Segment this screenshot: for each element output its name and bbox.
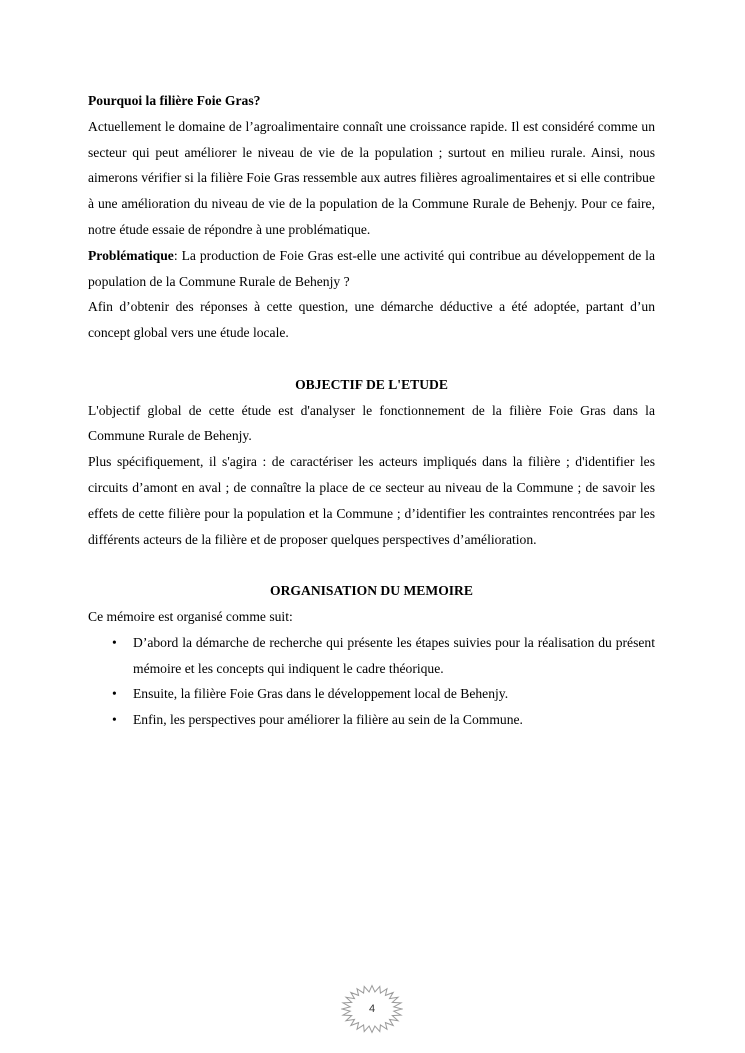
bullet-icon: • [112,712,117,728]
list-item-text: D’abord la démarche de recherche qui présente les étapes suivies pour la réalisation du présent mémoire et les concepts qui indiquent le cadre théorique. [133,634,655,676]
problem-label: Problématique [88,247,174,263]
objective-heading: OBJECTIF DE L'ETUDE [295,376,448,392]
document-page [88,88,655,733]
page-number-badge [341,984,403,1034]
list-item [88,630,655,682]
problem-paragraph [88,243,655,295]
list-item [88,681,655,707]
approach-paragraph: Afin d’obtenir des réponses à cette question, une démarche déductive a été adoptée, partant d’un concept global vers une étude locale. [88,299,655,341]
intro-paragraph: Actuellement le domaine de l’agroalimentaire connaît une croissance rapide. Il est considéré comme un secteur qui peut améliorer le niveau de vie de la population ; surtout en milieu rurale. Ainsi, nous aimerons vérifier si la filière Foie Gras ressemble aux autres filières agroalimentaires et si elle contribue à une amélioration du niveau de vie de la population de la Commune Rurale de Behenjy. Pour ce faire, notre étude essaie de répondre à une problématique. [88,118,655,237]
organisation-heading: ORGANISATION DU MEMOIRE [270,583,473,599]
bullet-icon: • [112,686,117,702]
objective-specific-paragraph: Plus spécifiquement, il s'agira : de caractériser les acteurs impliqués dans la filière ; d'identifier les circuits d’amont en aval ; de connaître la place de ce secteur au niveau de la Commune ; de savoir les effets de cette filière pour la population et la Commune ; d’identifier les contraintes rencontrées par les différents acteurs de la filière et de proposer quelques perspectives d’amélioration. [88,454,655,547]
objective-general-paragraph: L'objectif global de cette étude est d'analyser le fonctionnement de la filière Foie Gras dans la Commune Rurale de Behenjy. [88,402,655,444]
bullet-icon: • [112,634,117,650]
organisation-list [88,630,655,733]
problem-text: : La production de Foie Gras est-elle une activité qui contribue au développement de la population de la Commune Rurale de Behenjy ? [88,247,655,289]
list-item [88,707,655,733]
page-number: 4 [368,1003,376,1015]
list-item-text: Enfin, les perspectives pour améliorer la filière au sein de la Commune. [133,712,523,728]
list-item-text: Ensuite, la filière Foie Gras dans le développement local de Behenjy. [133,686,509,702]
organisation-intro: Ce mémoire est organisé comme suit: [88,608,293,624]
section-title: Pourquoi la filière Foie Gras? [88,93,261,108]
